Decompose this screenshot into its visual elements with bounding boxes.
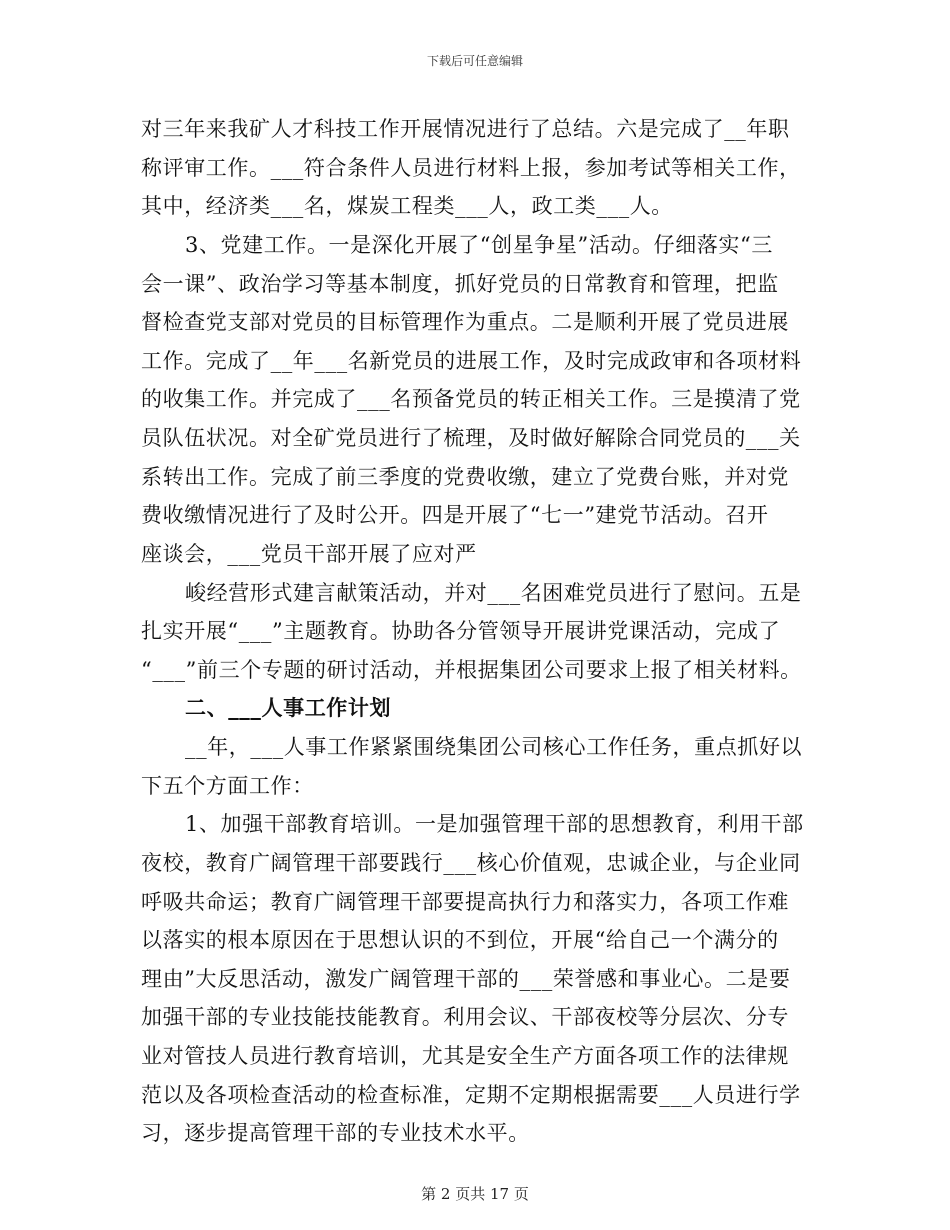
body-line: 范以及各项检查活动的检查标准，定期不定期根据需要___人员进行学 — [141, 1083, 801, 1107]
body-line: __年，___人事工作紧紧围绕集团公司核心工作任务，重点抓好以 — [185, 735, 803, 759]
body-line: 系转出工作。完成了前三季度的党费收缴，建立了党费台账，并对党 — [141, 465, 789, 489]
body-line: 加强干部的专业技能技能教育。利用会议、干部夜校等分层次、分专 — [141, 1005, 789, 1029]
body-line: 1、加强干部教育培训。一是加强管理干部的思想教育，利用干部 — [185, 812, 804, 836]
body-line: 下五个方面工作： — [141, 774, 314, 798]
body-line: 夜校，教育广阔管理干部要践行___核心价值观，忠诚企业，与企业同 — [141, 851, 801, 875]
body-line: 座谈会，___党员干部开展了应对严 — [141, 542, 477, 566]
body-line: 称评审工作。___符合条件人员进行材料上报，参加考试等相关工作， — [141, 156, 801, 180]
body-line: “___”前三个专题的研讨活动，并根据集团公司要求上报了相关材料。 — [141, 658, 802, 682]
body-line: 扎实开展“___”主题教育。协助各分管领导开展讲党课活动，完成了 — [141, 619, 781, 643]
body-line: 对三年来我矿人才科技工作开展情况进行了总结。六是完成了__年职 — [141, 117, 790, 141]
body-line: 员队伍状况。对全矿党员进行了梳理，及时做好解除合同党员的___关 — [141, 426, 801, 450]
body-line: 其中，经济类___名，煤炭工程类___人，政工类___人。 — [141, 194, 673, 218]
body-line: 呼吸共命运；教育广阔管理干部要提高执行力和落实力，各项工作难 — [141, 890, 789, 914]
body-line: 峻经营形式建言献策活动，并对___名困难党员进行了慰问。五是 — [185, 581, 802, 605]
body-line: 工作。完成了__年___名新党员的进展工作，及时完成政审和各项材料 — [141, 349, 802, 373]
body-line: 费收缴情况进行了及时公开。四是开展了“七一”建党节活动。召开 — [141, 503, 769, 527]
page-header: 下载后可任意编辑 — [426, 54, 523, 68]
body-line: 以落实的根本原因在于思想认识的不到位，开展“给自己一个满分的 — [141, 928, 779, 952]
body-line: 习，逐步提高管理干部的专业技术水平。 — [141, 1121, 530, 1145]
section-heading: 二、___人事工作计划 — [185, 695, 392, 720]
body-line: 3、党建工作。一是深化开展了“创星争星”活动。仔细落实“三 — [185, 233, 773, 257]
body-line: 督检查党支部对党员的目标管理作为重点。二是顺利开展了党员进展 — [141, 310, 789, 334]
body-line: 业对管技人员进行教育培训，尤其是安全生产方面各项工作的法律规 — [141, 1044, 789, 1068]
body-line: 会一课”、政治学习等基本制度，抓好党员的日常教育和管理，把监 — [141, 272, 779, 296]
page-footer: 第 2 页共 17 页 — [421, 1185, 529, 1203]
body-line: 的收集工作。并完成了___名预备党员的转正相关工作。三是摸清了党 — [141, 387, 801, 411]
body-line: 理由”大反思活动，激发广阔管理干部的___荣誉感和事业心。二是要 — [141, 967, 791, 991]
